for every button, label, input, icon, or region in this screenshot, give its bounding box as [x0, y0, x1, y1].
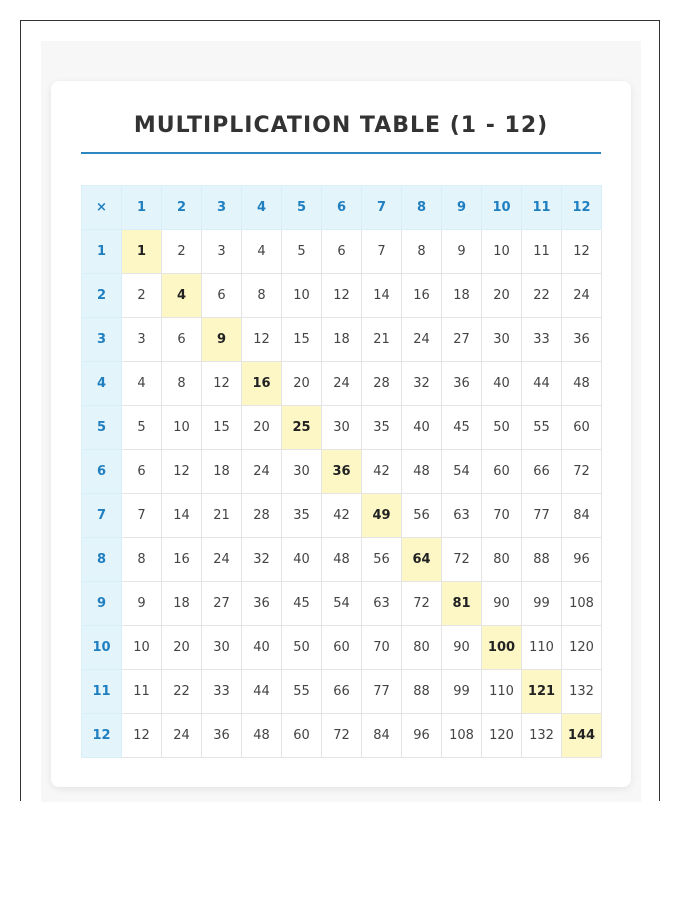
product-cell: 60: [282, 714, 322, 758]
product-cell: 18: [442, 274, 482, 318]
product-cell: 55: [522, 406, 562, 450]
product-cell: 6: [322, 230, 362, 274]
product-cell: 10: [482, 230, 522, 274]
row-header: 11: [82, 670, 122, 714]
product-cell: 99: [522, 582, 562, 626]
product-cell: 66: [322, 670, 362, 714]
diagonal-cell: 9: [202, 318, 242, 362]
product-cell: 14: [362, 274, 402, 318]
product-cell: 18: [162, 582, 202, 626]
product-cell: 21: [362, 318, 402, 362]
product-cell: 40: [242, 626, 282, 670]
product-cell: 16: [402, 274, 442, 318]
column-header: 11: [522, 186, 562, 230]
product-cell: 12: [202, 362, 242, 406]
product-cell: 8: [122, 538, 162, 582]
product-cell: 80: [402, 626, 442, 670]
product-cell: 56: [402, 494, 442, 538]
table-row: [82, 450, 602, 494]
product-cell: 132: [522, 714, 562, 758]
product-cell: 30: [282, 450, 322, 494]
product-cell: 14: [162, 494, 202, 538]
product-cell: 70: [482, 494, 522, 538]
title-underline: [81, 152, 601, 154]
product-cell: 7: [122, 494, 162, 538]
product-cell: 50: [282, 626, 322, 670]
column-header: 7: [362, 186, 402, 230]
product-cell: 9: [442, 230, 482, 274]
product-cell: 120: [482, 714, 522, 758]
table-card: [51, 81, 631, 787]
column-header: 5: [282, 186, 322, 230]
diagonal-cell: 16: [242, 362, 282, 406]
product-cell: 28: [242, 494, 282, 538]
product-cell: 16: [162, 538, 202, 582]
page-background: [41, 41, 641, 802]
product-cell: 5: [122, 406, 162, 450]
table-row: [82, 626, 602, 670]
row-header: 8: [82, 538, 122, 582]
product-cell: 72: [442, 538, 482, 582]
product-cell: 3: [202, 230, 242, 274]
column-header: 4: [242, 186, 282, 230]
product-cell: 72: [322, 714, 362, 758]
multiplication-table: [81, 185, 602, 758]
product-cell: 33: [522, 318, 562, 362]
product-cell: 48: [402, 450, 442, 494]
diagonal-cell: 36: [322, 450, 362, 494]
product-cell: 27: [202, 582, 242, 626]
product-cell: 11: [122, 670, 162, 714]
product-cell: 110: [522, 626, 562, 670]
page-frame: [20, 20, 660, 801]
product-cell: 4: [122, 362, 162, 406]
diagonal-cell: 81: [442, 582, 482, 626]
product-cell: 12: [562, 230, 602, 274]
product-cell: 12: [322, 274, 362, 318]
product-cell: 36: [202, 714, 242, 758]
product-cell: 18: [322, 318, 362, 362]
product-cell: 24: [402, 318, 442, 362]
product-cell: 45: [442, 406, 482, 450]
product-cell: 30: [482, 318, 522, 362]
product-cell: 7: [362, 230, 402, 274]
table-row: [82, 538, 602, 582]
product-cell: 54: [322, 582, 362, 626]
product-cell: 20: [282, 362, 322, 406]
diagonal-cell: 49: [362, 494, 402, 538]
diagonal-cell: 4: [162, 274, 202, 318]
product-cell: 44: [522, 362, 562, 406]
product-cell: 8: [402, 230, 442, 274]
product-cell: 18: [202, 450, 242, 494]
product-cell: 36: [442, 362, 482, 406]
product-cell: 12: [162, 450, 202, 494]
column-header: 12: [562, 186, 602, 230]
header-row: [82, 186, 602, 230]
product-cell: 50: [482, 406, 522, 450]
row-header: 10: [82, 626, 122, 670]
product-cell: 6: [162, 318, 202, 362]
product-cell: 56: [362, 538, 402, 582]
product-cell: 42: [362, 450, 402, 494]
product-cell: 32: [242, 538, 282, 582]
table-row: [82, 230, 602, 274]
table-row: [82, 362, 602, 406]
product-cell: 40: [402, 406, 442, 450]
product-cell: 48: [242, 714, 282, 758]
table-row: [82, 318, 602, 362]
product-cell: 15: [202, 406, 242, 450]
product-cell: 88: [402, 670, 442, 714]
product-cell: 36: [562, 318, 602, 362]
product-cell: 30: [202, 626, 242, 670]
product-cell: 33: [202, 670, 242, 714]
product-cell: 72: [562, 450, 602, 494]
product-cell: 44: [242, 670, 282, 714]
product-cell: 90: [442, 626, 482, 670]
product-cell: 110: [482, 670, 522, 714]
product-cell: 35: [282, 494, 322, 538]
row-header: 3: [82, 318, 122, 362]
table-row: [82, 406, 602, 450]
product-cell: 54: [442, 450, 482, 494]
product-cell: 63: [362, 582, 402, 626]
row-header: 7: [82, 494, 122, 538]
diagonal-cell: 100: [482, 626, 522, 670]
table-row: [82, 274, 602, 318]
product-cell: 10: [282, 274, 322, 318]
product-cell: 132: [562, 670, 602, 714]
page-title: MULTIPLICATION TABLE (1 - 12): [133, 113, 549, 138]
product-cell: 45: [282, 582, 322, 626]
product-cell: 99: [442, 670, 482, 714]
table-row: [82, 582, 602, 626]
product-cell: 20: [482, 274, 522, 318]
product-cell: 48: [322, 538, 362, 582]
table-row: [82, 494, 602, 538]
product-cell: 60: [322, 626, 362, 670]
product-cell: 96: [562, 538, 602, 582]
product-cell: 63: [442, 494, 482, 538]
product-cell: 12: [242, 318, 282, 362]
diagonal-cell: 144: [562, 714, 602, 758]
product-cell: 120: [562, 626, 602, 670]
product-cell: 30: [322, 406, 362, 450]
product-cell: 80: [482, 538, 522, 582]
column-header: 1: [122, 186, 162, 230]
table-row: [82, 670, 602, 714]
product-cell: 8: [162, 362, 202, 406]
table-body: [82, 230, 602, 758]
product-cell: 84: [562, 494, 602, 538]
product-cell: 40: [482, 362, 522, 406]
product-cell: 55: [282, 670, 322, 714]
column-header: 9: [442, 186, 482, 230]
diagonal-cell: 64: [402, 538, 442, 582]
product-cell: 72: [402, 582, 442, 626]
product-cell: 22: [162, 670, 202, 714]
product-cell: 48: [562, 362, 602, 406]
product-cell: 24: [562, 274, 602, 318]
product-cell: 42: [322, 494, 362, 538]
product-cell: 24: [202, 538, 242, 582]
product-cell: 36: [242, 582, 282, 626]
product-cell: 60: [482, 450, 522, 494]
product-cell: 28: [362, 362, 402, 406]
product-cell: 20: [162, 626, 202, 670]
product-cell: 24: [242, 450, 282, 494]
product-cell: 20: [242, 406, 282, 450]
product-cell: 84: [362, 714, 402, 758]
product-cell: 9: [122, 582, 162, 626]
diagonal-cell: 25: [282, 406, 322, 450]
row-header: 9: [82, 582, 122, 626]
product-cell: 2: [162, 230, 202, 274]
product-cell: 6: [122, 450, 162, 494]
product-cell: 12: [122, 714, 162, 758]
product-cell: 90: [482, 582, 522, 626]
row-header: 6: [82, 450, 122, 494]
column-header: 2: [162, 186, 202, 230]
product-cell: 108: [442, 714, 482, 758]
product-cell: 24: [322, 362, 362, 406]
product-cell: 6: [202, 274, 242, 318]
product-cell: 10: [122, 626, 162, 670]
product-cell: 88: [522, 538, 562, 582]
product-cell: 22: [522, 274, 562, 318]
row-header: 5: [82, 406, 122, 450]
diagonal-cell: 1: [122, 230, 162, 274]
column-header: 6: [322, 186, 362, 230]
product-cell: 24: [162, 714, 202, 758]
product-cell: 77: [362, 670, 402, 714]
product-cell: 66: [522, 450, 562, 494]
product-cell: 40: [282, 538, 322, 582]
product-cell: 5: [282, 230, 322, 274]
product-cell: 21: [202, 494, 242, 538]
product-cell: 27: [442, 318, 482, 362]
product-cell: 35: [362, 406, 402, 450]
product-cell: 32: [402, 362, 442, 406]
row-header: 4: [82, 362, 122, 406]
product-cell: 3: [122, 318, 162, 362]
column-header: 8: [402, 186, 442, 230]
product-cell: 77: [522, 494, 562, 538]
product-cell: 11: [522, 230, 562, 274]
column-header: 10: [482, 186, 522, 230]
product-cell: 10: [162, 406, 202, 450]
product-cell: 108: [562, 582, 602, 626]
row-header: 2: [82, 274, 122, 318]
corner-cell: ×: [82, 186, 122, 230]
row-header: 1: [82, 230, 122, 274]
column-header: 3: [202, 186, 242, 230]
diagonal-cell: 121: [522, 670, 562, 714]
product-cell: 60: [562, 406, 602, 450]
product-cell: 70: [362, 626, 402, 670]
product-cell: 96: [402, 714, 442, 758]
product-cell: 4: [242, 230, 282, 274]
row-header: 12: [82, 714, 122, 758]
table-row: [82, 714, 602, 758]
product-cell: 15: [282, 318, 322, 362]
product-cell: 2: [122, 274, 162, 318]
product-cell: 8: [242, 274, 282, 318]
